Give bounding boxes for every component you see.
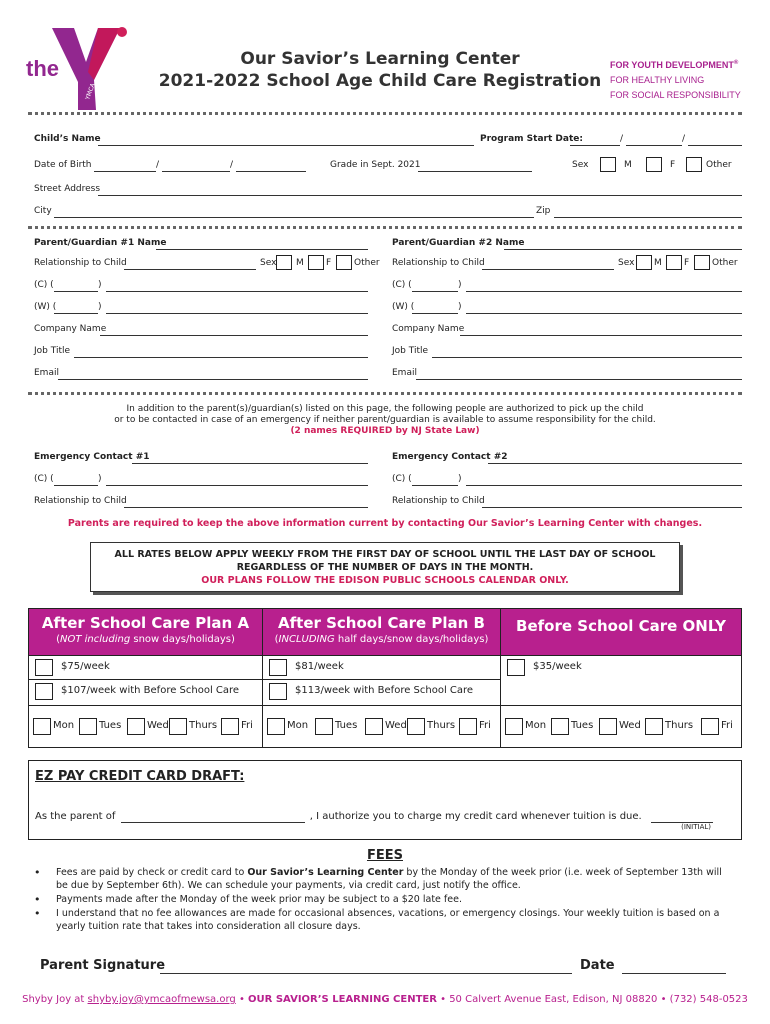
g1-sex-label: Sex bbox=[260, 258, 277, 268]
parent-signature-label: Parent Signature bbox=[40, 958, 166, 973]
ez-pay-title: EZ PAY CREDIT CARD DRAFT: bbox=[35, 769, 245, 784]
g1-job-label: Job Title bbox=[34, 346, 71, 356]
ec2-relationship-field[interactable] bbox=[482, 498, 742, 508]
tagline-line-3: FOR SOCIAL RESPONSIBILITY bbox=[610, 90, 741, 100]
ez-pay-text-after: , I authorize you to charge my credit card whenever tuition is due. bbox=[309, 811, 642, 822]
g1-relationship-label: Relationship to Child bbox=[34, 258, 127, 268]
plans-table bbox=[28, 608, 742, 748]
sex-m-label: M bbox=[624, 160, 632, 170]
notice-line-2: REGARDLESS OF THE NUMBER OF DAYS IN THE MONTH. bbox=[236, 562, 534, 573]
guardian1-name-field[interactable] bbox=[156, 240, 368, 250]
slash: / bbox=[682, 134, 686, 144]
bs-mon-checkbox[interactable] bbox=[505, 718, 523, 735]
plan-a-75-checkbox[interactable] bbox=[35, 659, 53, 676]
grade-label: Grade in Sept. 2021 bbox=[330, 160, 421, 170]
divider bbox=[28, 392, 742, 395]
paren: ) bbox=[98, 474, 102, 484]
day-label: Wed bbox=[147, 720, 169, 731]
ec1-relationship-label: Relationship to Child bbox=[34, 496, 127, 506]
grade-field[interactable] bbox=[418, 162, 532, 172]
g1-f-label: F bbox=[326, 258, 332, 268]
g2-job-field[interactable] bbox=[432, 348, 742, 358]
ez-pay-text bbox=[35, 811, 713, 823]
guardian2-name-field[interactable] bbox=[504, 240, 742, 250]
g2-relationship-field[interactable] bbox=[482, 260, 614, 270]
day-label: Mon bbox=[525, 720, 547, 731]
slash: / bbox=[230, 160, 234, 170]
day-label: Thurs bbox=[427, 720, 456, 731]
g2-email-label: Email bbox=[392, 368, 417, 378]
bs-fri-checkbox[interactable] bbox=[701, 718, 719, 735]
g1-work-label: (W) ( bbox=[34, 302, 57, 312]
plan-a-wed-checkbox[interactable] bbox=[127, 718, 145, 735]
ec1-cell-area-field[interactable] bbox=[54, 476, 98, 486]
plan-b-mon-checkbox[interactable] bbox=[267, 718, 285, 735]
page-title bbox=[140, 48, 620, 92]
before-school-option-1 bbox=[501, 655, 741, 679]
plan-a-thurs-checkbox[interactable] bbox=[221, 718, 239, 735]
plan-a-header bbox=[29, 609, 262, 655]
g1-sex-m-checkbox[interactable] bbox=[276, 255, 292, 270]
day-label: Wed bbox=[385, 720, 407, 731]
fee-item: • I understand that no fee allowances are made for occasional absences, vacations, or emergency closings. Your weekly tuition is based on a yearly tuition rate that takes into consideration all closure days. bbox=[34, 907, 734, 933]
plan-a-107-label: $107/week with Before School Care bbox=[61, 685, 240, 696]
child-name-field[interactable] bbox=[98, 136, 474, 146]
g2-relationship-label: Relationship to Child bbox=[392, 258, 485, 268]
g2-company-label: Company Name bbox=[392, 324, 465, 334]
sex-other-label: Other bbox=[706, 160, 732, 170]
update-info-note: Parents are required to keep the above information current by contacting Our Savior’s Learning Center with changes. bbox=[67, 518, 703, 529]
ec2-label: Emergency Contact #2 bbox=[392, 452, 508, 462]
child-name-label: Child’s Name bbox=[34, 134, 101, 144]
slash: / bbox=[156, 160, 160, 170]
plan-b-81-checkbox[interactable] bbox=[269, 659, 287, 676]
ez-pay-initial-field[interactable] bbox=[651, 811, 713, 823]
bs-wed-checkbox[interactable] bbox=[599, 718, 617, 735]
plan-b-column bbox=[263, 609, 501, 747]
day-label: Fri bbox=[241, 720, 253, 731]
parent-signature-field[interactable] bbox=[160, 962, 572, 974]
plan-b-113-checkbox[interactable] bbox=[269, 683, 287, 700]
start-month-field[interactable] bbox=[570, 136, 620, 146]
city-label: City bbox=[34, 206, 52, 216]
g1-company-field[interactable] bbox=[100, 326, 368, 336]
day-label: Thurs bbox=[665, 720, 694, 731]
bs-tues-checkbox[interactable] bbox=[551, 718, 569, 735]
plan-b-option-2 bbox=[263, 679, 500, 703]
g1-sex-other-checkbox[interactable] bbox=[336, 255, 352, 270]
ec1-label: Emergency Contact #1 bbox=[34, 452, 150, 462]
plan-b-thurs-checkbox[interactable] bbox=[407, 718, 425, 735]
day-label: Mon bbox=[53, 720, 75, 731]
g2-sex-label: Sex bbox=[618, 258, 635, 268]
paren: ) bbox=[98, 280, 102, 290]
city-field[interactable] bbox=[54, 208, 534, 218]
dob-month-field[interactable] bbox=[94, 162, 156, 172]
g1-cell-area-field[interactable] bbox=[54, 282, 98, 292]
pickup-line-2: or to be contacted in case of an emergency if neither parent/guardian is available to assume responsibility for the child. bbox=[114, 415, 656, 425]
plan-a-column bbox=[29, 609, 263, 747]
street-label: Street Address bbox=[34, 184, 101, 194]
notice-line-1: ALL RATES BELOW APPLY WEEKLY FROM THE FIRST DAY OF SCHOOL UNTIL THE LAST DAY OF SCHOOL bbox=[114, 549, 656, 560]
plan-a-title: After School Care Plan A bbox=[41, 614, 250, 632]
g2-work-label: (W) ( bbox=[392, 302, 415, 312]
start-day-field[interactable] bbox=[626, 136, 682, 146]
footer-email-link[interactable]: shyby.joy@ymcaofmewsa.org bbox=[87, 994, 236, 1005]
ez-pay-text-before: As the parent of bbox=[35, 811, 116, 822]
paren: ) bbox=[458, 280, 462, 290]
start-year-field[interactable] bbox=[688, 136, 742, 146]
plan-b-fri-checkbox[interactable] bbox=[459, 718, 477, 735]
ec1-name-field[interactable] bbox=[132, 454, 368, 464]
footer: Shyby Joy at shyby.joy@ymcaofmewsa.org • OUR SAVIOR’S LEARNING CENTER • 50 Calvert Avenue East, Edison, NJ 08820 • (732) 548-0523 bbox=[22, 994, 748, 1005]
sex-f-checkbox[interactable] bbox=[646, 157, 662, 172]
program-start-label: Program Start Date: bbox=[480, 134, 583, 144]
pickup-line-1: In addition to the parent(s)/guardian(s) listed on this page, the following people are authorized to pick up the child bbox=[126, 404, 644, 414]
fees-title: FEES bbox=[366, 848, 403, 863]
footer-center-name: OUR SAVIOR’S LEARNING CENTER bbox=[248, 994, 437, 1005]
date-label: Date bbox=[580, 958, 615, 973]
g1-work-field[interactable] bbox=[106, 304, 368, 314]
ec1-relationship-field[interactable] bbox=[124, 498, 368, 508]
sex-f-label: F bbox=[670, 160, 676, 170]
paren: ) bbox=[98, 302, 102, 312]
title-line-2: 2021-2022 School Age Child Care Registration bbox=[158, 71, 602, 91]
tagline-line-1: FOR YOUTH DEVELOPMENT® bbox=[610, 60, 739, 70]
ymca-logo bbox=[22, 24, 132, 114]
tagline-line-2: FOR HEALTHY LIVING bbox=[610, 75, 705, 85]
g2-job-label: Job Title bbox=[392, 346, 429, 356]
plan-b-option-1 bbox=[263, 655, 500, 679]
footer-contact: Shyby Joy at bbox=[22, 994, 88, 1005]
plan-a-mon-checkbox[interactable] bbox=[33, 718, 51, 735]
notice-line-3: OUR PLANS FOLLOW THE EDISON PUBLIC SCHOOLS CALENDAR ONLY. bbox=[201, 575, 569, 586]
plan-a-75-label: $75/week bbox=[61, 661, 110, 672]
g2-other-label: Other bbox=[712, 258, 738, 268]
ec1-cell-field[interactable] bbox=[106, 476, 368, 486]
g2-cell-field[interactable] bbox=[466, 282, 742, 292]
g1-job-field[interactable] bbox=[74, 348, 368, 358]
plan-a-107-checkbox[interactable] bbox=[35, 683, 53, 700]
plan-b-tues-checkbox[interactable] bbox=[315, 718, 333, 735]
divider bbox=[28, 112, 742, 115]
before-school-35-checkbox[interactable] bbox=[507, 659, 525, 676]
g1-sex-f-checkbox[interactable] bbox=[308, 255, 324, 270]
zip-field[interactable] bbox=[554, 208, 742, 218]
rates-notice bbox=[90, 542, 680, 592]
day-label: Tues bbox=[571, 720, 594, 731]
g1-relationship-field[interactable] bbox=[124, 260, 256, 270]
g2-sex-m-checkbox[interactable] bbox=[636, 255, 652, 270]
g2-m-label: M bbox=[654, 258, 662, 268]
plan-a-subtitle: (NOT including snow days/holidays) bbox=[56, 634, 235, 645]
g1-cell-label: (C) ( bbox=[34, 280, 54, 290]
g2-email-field[interactable] bbox=[416, 370, 742, 380]
before-school-title: Before School Care ONLY bbox=[516, 617, 726, 635]
ez-pay-child-field[interactable] bbox=[121, 811, 305, 823]
plan-b-81-label: $81/week bbox=[295, 661, 344, 672]
sex-label: Sex bbox=[572, 160, 589, 170]
sex-m-checkbox[interactable] bbox=[600, 157, 616, 172]
bs-thurs-checkbox[interactable] bbox=[645, 718, 663, 735]
ec2-cell-field[interactable] bbox=[466, 476, 742, 486]
plan-b-header bbox=[263, 609, 500, 655]
ec2-relationship-label: Relationship to Child bbox=[392, 496, 485, 506]
ec2-cell-area-field[interactable] bbox=[412, 476, 458, 486]
plan-a-fri-checkbox[interactable] bbox=[169, 718, 187, 735]
ec1-cell-label: (C) ( bbox=[34, 474, 54, 484]
g1-m-label: M bbox=[296, 258, 304, 268]
g1-other-label: Other bbox=[354, 258, 380, 268]
g2-work-area-field[interactable] bbox=[412, 304, 458, 314]
dob-year-field[interactable] bbox=[236, 162, 306, 172]
g1-email-label: Email bbox=[34, 368, 59, 378]
fees-list bbox=[34, 866, 734, 934]
divider bbox=[28, 226, 742, 229]
fee-item: • Payments made after the Monday of the week prior may be subject to a $20 late fee. bbox=[34, 893, 734, 906]
plan-b-113-label: $113/week with Before School Care bbox=[295, 685, 474, 696]
slash: / bbox=[620, 134, 624, 144]
plan-b-title: After School Care Plan B bbox=[278, 614, 485, 632]
plan-b-subtitle: (INCLUDING half days/snow days/holidays) bbox=[274, 634, 489, 645]
day-label: Tues bbox=[335, 720, 358, 731]
pickup-text bbox=[0, 404, 770, 437]
paren: ) bbox=[458, 474, 462, 484]
title-line-1: Our Savior’s Learning Center bbox=[240, 49, 520, 69]
tagline bbox=[610, 56, 741, 103]
street-field[interactable] bbox=[98, 186, 742, 196]
g1-cell-field[interactable] bbox=[106, 282, 368, 292]
day-label: Mon bbox=[287, 720, 309, 731]
day-label: Thurs bbox=[189, 720, 218, 731]
before-school-35-label: $35/week bbox=[533, 661, 582, 672]
before-school-column bbox=[501, 609, 741, 747]
day-label: Tues bbox=[99, 720, 122, 731]
logo-ymca-text: YMCA bbox=[84, 82, 97, 101]
paren: ) bbox=[458, 302, 462, 312]
date-field[interactable] bbox=[622, 962, 726, 974]
g1-work-area-field[interactable] bbox=[54, 304, 98, 314]
logo-the-text: the bbox=[26, 56, 59, 81]
g2-sex-f-checkbox[interactable] bbox=[666, 255, 682, 270]
plan-a-option-1 bbox=[29, 655, 262, 679]
ez-pay-box bbox=[28, 760, 742, 840]
dob-label: Date of Birth bbox=[34, 160, 92, 170]
before-school-header bbox=[501, 609, 741, 655]
guardian1-label: Parent/Guardian #1 Name bbox=[34, 238, 167, 248]
pickup-required-note: (2 names REQUIRED by NJ State Law) bbox=[290, 426, 480, 436]
footer-address: • 50 Calvert Avenue East, Edison, NJ 08820 • (732) 548-0523 bbox=[436, 994, 748, 1005]
g2-sex-other-checkbox[interactable] bbox=[694, 255, 710, 270]
before-school-days bbox=[501, 705, 741, 747]
plan-a-tues-checkbox[interactable] bbox=[79, 718, 97, 735]
sex-other-checkbox[interactable] bbox=[686, 157, 702, 172]
g1-email-field[interactable] bbox=[58, 370, 368, 380]
ec2-cell-label: (C) ( bbox=[392, 474, 412, 484]
day-label: Fri bbox=[721, 720, 733, 731]
g2-work-field[interactable] bbox=[466, 304, 742, 314]
guardian2-label: Parent/Guardian #2 Name bbox=[392, 238, 525, 248]
fee-item: • Fees are paid by check or credit card to Our Savior’s Learning Center by the Monday of the week prior (i.e. week of September 13th will be due by September 6th). We can schedule your payments, via credit card, just notify the office. bbox=[34, 866, 734, 892]
day-label: Fri bbox=[479, 720, 491, 731]
initial-label: (INITIAL) bbox=[681, 823, 711, 831]
zip-label: Zip bbox=[536, 206, 551, 216]
g2-company-field[interactable] bbox=[460, 326, 742, 336]
g2-cell-area-field[interactable] bbox=[412, 282, 458, 292]
ec2-name-field[interactable] bbox=[488, 454, 742, 464]
g2-cell-label: (C) ( bbox=[392, 280, 412, 290]
g2-f-label: F bbox=[684, 258, 690, 268]
dob-day-field[interactable] bbox=[162, 162, 230, 172]
g1-company-label: Company Name bbox=[34, 324, 107, 334]
plan-b-days bbox=[263, 705, 500, 747]
plan-a-days bbox=[29, 705, 262, 747]
plan-b-wed-checkbox[interactable] bbox=[365, 718, 383, 735]
plan-a-option-2 bbox=[29, 679, 262, 703]
day-label: Wed bbox=[619, 720, 641, 731]
